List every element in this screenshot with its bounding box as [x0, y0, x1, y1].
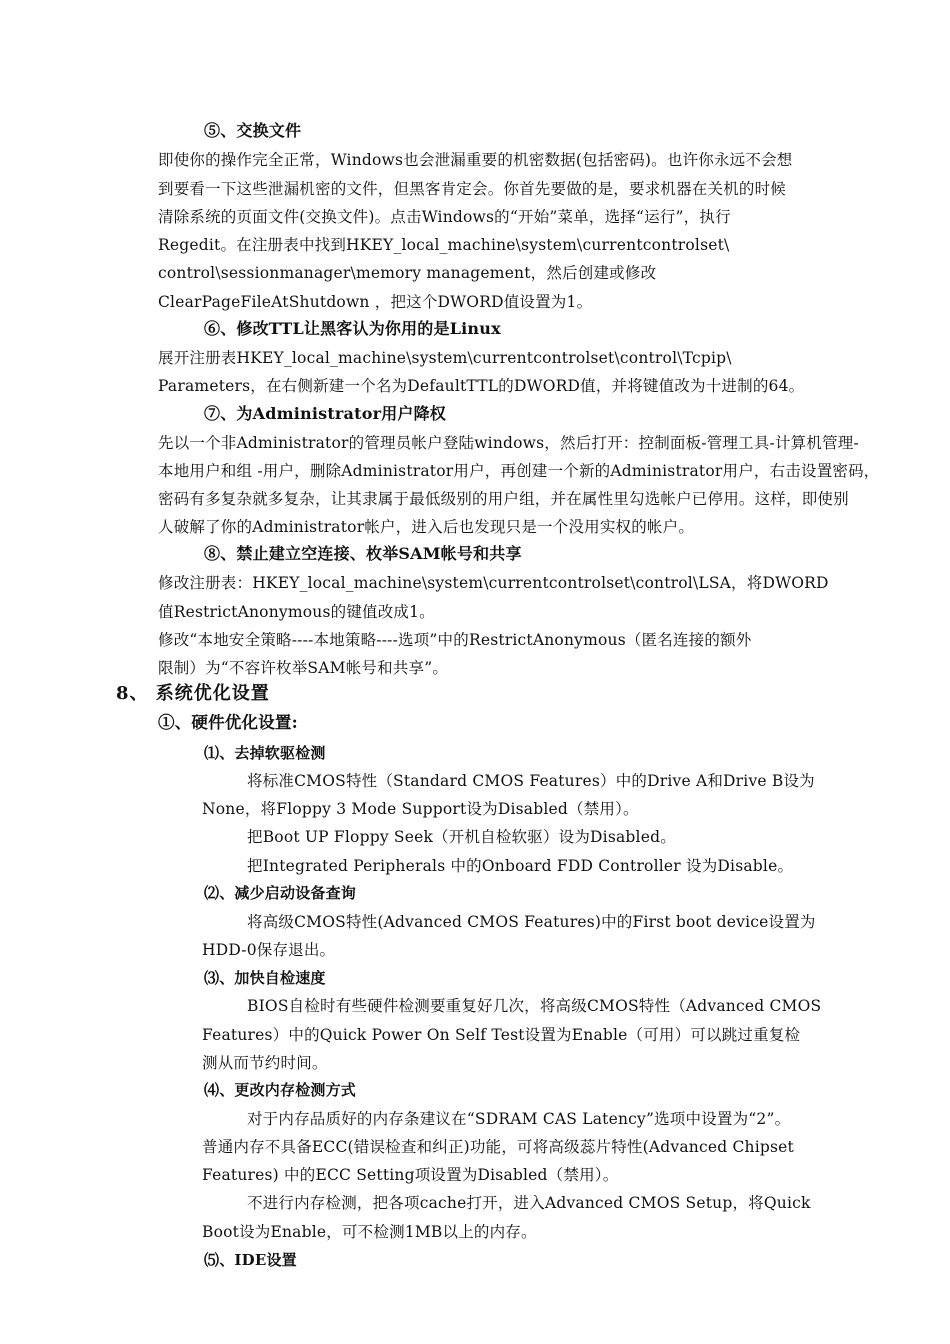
paragraph-line: 普通内存不具备ECC(错误检查和纠正)功能，可将高级蕊片特性(Advanced Chipset [202, 1138, 794, 1156]
paragraph-line: 对于内存品质好的内存条建议在“SDRAM CAS Latency”选项中设置为“2”。 [247, 1110, 791, 1128]
paragraph-line: 修改“本地安全策略----本地策略----选项”中的RestrictAnonymous（匿名连接的额外 [158, 631, 752, 649]
paragraph-line: 将标准CMOS特性（Standard CMOS Features）中的Drive A和Drive B设为 [247, 772, 815, 790]
section-heading-6: ⑥、修改TTL让黑客认为你用的是Linux [204, 319, 501, 338]
item-heading: ⑴、去掉软驱检测 [204, 744, 326, 762]
paragraph-line: 密码有多复杂就多复杂，让其隶属于最低级别的用户组，并在属性里勾选帐户已停用。这样，即使别 [158, 490, 849, 508]
item-heading: ⑸、IDE设置 [204, 1251, 297, 1269]
subsection-heading: ①、硬件优化设置: [158, 713, 298, 732]
chapter-heading: 8、 系统优化设置 [116, 683, 270, 704]
section-heading-8: ⑧、禁止建立空连接、枚举SAM帐号和共享 [204, 544, 522, 563]
paragraph-line: Features）中的Quick Power On Self Test设置为Enable（可用）可以跳过重复检 [202, 1026, 801, 1044]
paragraph-line: 限制）为“不容许枚举SAM帐号和共享”。 [158, 659, 449, 677]
paragraph-line: 不进行内存检测，把各项cache打开，进入Advanced CMOS Setup，将Quick [247, 1194, 811, 1212]
paragraph-line: HDD-0保存退出。 [202, 941, 336, 959]
paragraph-line: Regedit。在注册表中找到HKEY_local_machine\system\currentcontrolset\ [158, 236, 730, 254]
paragraph-line: None，将Floppy 3 Mode Support设为Disabled（禁用）。 [202, 800, 639, 818]
section-heading-7: ⑦、为Administrator用户降权 [204, 404, 447, 423]
paragraph-line: Parameters，在右侧新建一个名为DefaultTTL的DWORD值，并将键值改为十进制的64。 [158, 377, 805, 395]
paragraph-line: 本地用户和组 -用户，删除Administrator用户，再创建一个新的Administrator用户，右击设置密码， [158, 462, 880, 480]
item-heading: ⑶、加快自检速度 [204, 969, 326, 987]
paragraph-line: 先以一个非Administrator的管理员帐户登陆windows，然后打开：控制面板-管理工具-计算机管理- [158, 434, 859, 452]
paragraph-line: 清除系统的页面文件(交换文件)。点击Windows的“开始”菜单，选择“运行”，执行 [158, 208, 731, 226]
paragraph-line: control\sessionmanager\memory management，然后创建或修改 [158, 264, 657, 282]
paragraph-line: 到要看一下这些泄漏机密的文件，但黑客肯定会。你首先要做的是，要求机器在关机的时候 [158, 180, 787, 198]
paragraph-line: ClearPageFileAtShutdown ，把这个DWORD值设置为1。 [158, 293, 593, 311]
item-heading: ⑵、减少启动设备查询 [204, 884, 357, 902]
paragraph-line: BIOS自检时有些硬件检测要重复好几次，将高级CMOS特性（Advanced CMOS [247, 997, 822, 1015]
paragraph-line: Boot设为Enable，可不检测1MB以上的内存。 [202, 1223, 537, 1241]
paragraph-line: 将高级CMOS特性(Advanced CMOS Features)中的First boot device设置为 [247, 913, 816, 931]
paragraph-line: 值RestrictAnonymous的键值改成1。 [158, 603, 435, 621]
paragraph-line: 即使你的操作完全正常，Windows也会泄漏重要的机密数据(包括密码)。也许你永远不会想 [158, 151, 793, 169]
paragraph-line: 把Integrated Peripherals 中的Onboard FDD Controller 设为Disable。 [247, 857, 794, 875]
paragraph-line: 人破解了你的Administrator帐户，进入后也发现只是一个没用实权的帐户。 [158, 518, 695, 536]
item-heading: ⑷、更改内存检测方式 [204, 1081, 357, 1099]
paragraph-line: 测从而节约时间。 [202, 1054, 328, 1072]
paragraph-line: 展开注册表HKEY_local_machine\system\currentcontrolset\control\Tcpip\ [158, 349, 732, 367]
section-heading-5: ⑤、交换文件 [204, 121, 302, 140]
paragraph-line: Features) 中的ECC Setting项设置为Disabled（禁用）。 [202, 1166, 619, 1184]
paragraph-line: 把Boot UP Floppy Seek（开机自检软驱）设为Disabled。 [247, 828, 676, 846]
paragraph-line: 修改注册表：HKEY_local_machine\system\currentcontrolset\control\LSA，将DWORD [158, 574, 829, 592]
